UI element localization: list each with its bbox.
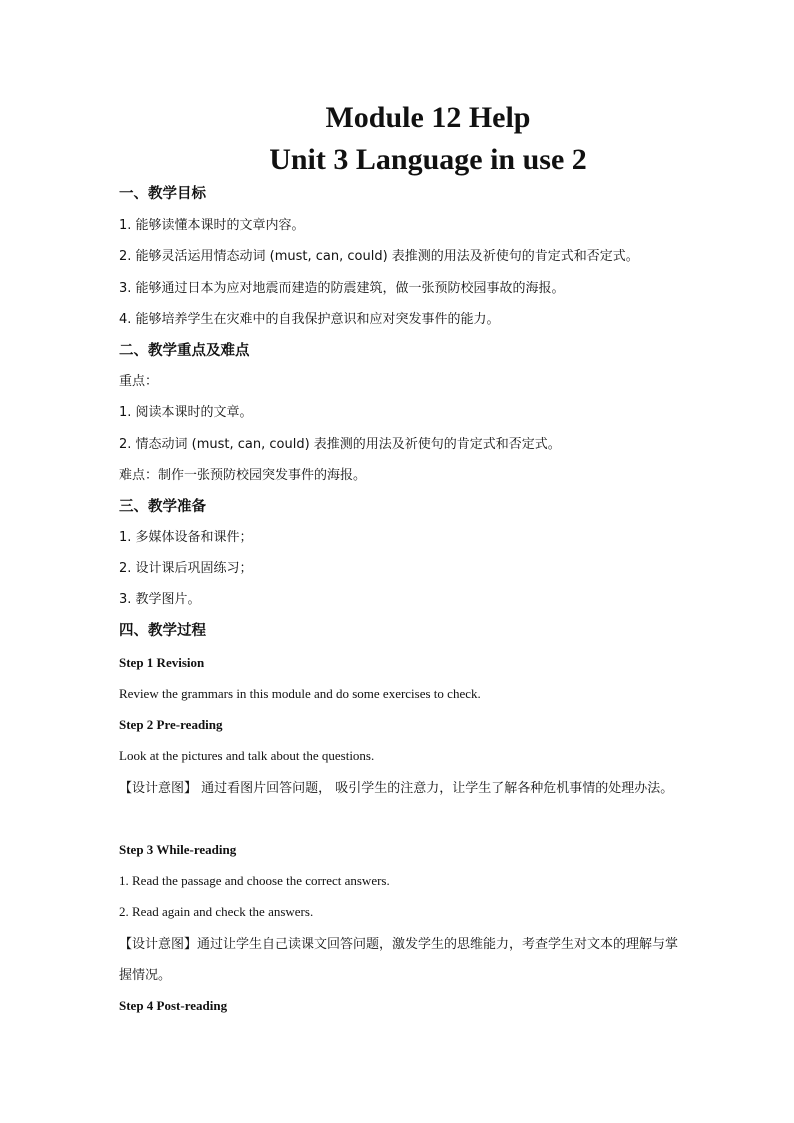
- difficulty-text: 难点：制作一张预防校园突发事件的海报。: [119, 468, 367, 483]
- step2-design-intent: 【设计意图】 通过看图片回答问题， 吸引学生的注意力，让学生了解各种危机事情的处理办法。: [119, 781, 674, 796]
- objective-item-2: 2. 能够灵活运用情态动词 (must, can, could) 表推测的用法及祈使句的肯定式和否定式。: [119, 249, 639, 264]
- section-heading-preparation: 三、教学准备: [119, 499, 206, 515]
- step3-design-intent: 【设计意图】通过让学生自己读课文回答问题，激发学生的思维能力，考查学生对文本的理解与掌握情况。: [119, 937, 679, 983]
- key-points-label: 重点：: [119, 374, 159, 389]
- step4-title: Step 4 Post-reading: [119, 998, 228, 1013]
- key-point-item-1: 1. 阅读本课时的文章。: [119, 405, 253, 420]
- page-title-module: Module 12 Help: [325, 101, 531, 134]
- step3-item-2: 2. Read again and check the answers.: [119, 904, 314, 919]
- step2-text: Look at the pictures and talk about the questions.: [119, 748, 375, 763]
- preparation-item-3: 3. 教学图片。: [119, 592, 201, 607]
- preparation-item-1: 1. 多媒体设备和课件；: [119, 530, 253, 545]
- objective-item-3: 3. 能够通过日本为应对地震而建造的防震建筑，做一张预防校园事故的海报。: [119, 281, 565, 296]
- page-title-unit: Unit 3 Language in use 2: [269, 143, 587, 176]
- step3-item-1: 1. Read the passage and choose the correct answers.: [119, 873, 390, 888]
- key-point-item-2: 2. 情态动词 (must, can, could) 表推测的用法及祈使句的肯定式和否定式。: [119, 437, 561, 452]
- objective-item-4: 4. 能够培养学生在灾难中的自我保护意识和应对突发事件的能力。: [119, 312, 500, 327]
- step2-title: Step 2 Pre-reading: [119, 717, 223, 732]
- section-heading-objectives: 一、教学目标: [119, 186, 206, 202]
- step1-title: Step 1 Revision: [119, 655, 205, 670]
- section-heading-key-points: 二、教学重点及难点: [119, 343, 250, 359]
- step1-text: Review the grammars in this module and do some exercises to check.: [119, 686, 481, 701]
- section-heading-process: 四、教学过程: [119, 623, 206, 639]
- objective-item-1: 1. 能够读懂本课时的文章内容。: [119, 218, 305, 233]
- preparation-item-2: 2. 设计课后巩固练习；: [119, 561, 253, 576]
- step3-title: Step 3 While-reading: [119, 842, 237, 857]
